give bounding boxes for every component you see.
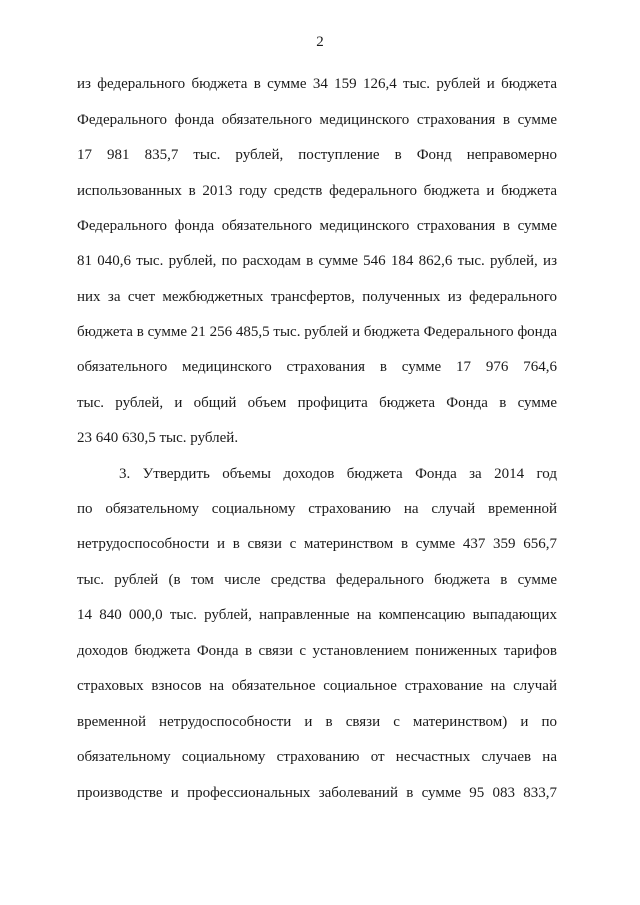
text-line: них за счет межбюджетных трансфертов, полученных из федерального bbox=[77, 289, 557, 305]
text-line: тыс. рублей (в том числе средства федерального бюджета в сумме bbox=[77, 572, 557, 588]
text-line: по обязательному социальному страхованию на случай временной bbox=[77, 501, 557, 517]
text-line: Федерального фонда обязательного медицинского страхования в сумме bbox=[77, 112, 557, 128]
text-line: 23 640 630,5 тыс. рублей. bbox=[77, 430, 239, 446]
text-line: обязательного медицинского страхования в сумме 17 976 764,6 bbox=[77, 359, 557, 375]
text-line: 81 040,6 тыс. рублей, по расходам в сумме 546 184 862,6 тыс. рублей, из bbox=[77, 253, 557, 269]
text-line: производстве и профессиональных заболеваний в сумме 95 083 833,7 bbox=[77, 785, 557, 801]
text-line: обязательному социальному страхованию от несчастных случаев на bbox=[77, 749, 557, 765]
text-line: страховых взносов на обязательное социальное страхование на случай bbox=[77, 678, 557, 694]
text-line: доходов бюджета Фонда в связи с установлением пониженных тарифов bbox=[77, 643, 557, 659]
text-line: использованных в 2013 году средств федерального бюджета и бюджета bbox=[77, 183, 557, 199]
text-line: 17 981 835,7 тыс. рублей, поступление в Фонд неправомерно bbox=[77, 147, 557, 163]
text-line: временной нетрудоспособности и в связи с материнством) и по bbox=[77, 714, 557, 730]
text-line: нетрудоспособности и в связи с материнством в сумме 437 359 656,7 bbox=[77, 536, 557, 552]
text-line: из федерального бюджета в сумме 34 159 126,4 тыс. рублей и бюджета bbox=[77, 76, 557, 92]
text-line: Федерального фонда обязательного медицинского страхования в сумме bbox=[77, 218, 557, 234]
text-line: тыс. рублей, и общий объем профицита бюджета Фонда в сумме bbox=[77, 395, 557, 411]
page-number: 2 bbox=[316, 34, 324, 50]
text-line: 14 840 000,0 тыс. рублей, направленные на компенсацию выпадающих bbox=[77, 607, 557, 623]
text-line: 3. Утвердить объемы доходов бюджета Фонда за 2014 год bbox=[119, 466, 557, 482]
text-line: бюджета в сумме 21 256 485,5 тыс. рублей и бюджета Федерального фонда bbox=[77, 324, 557, 340]
